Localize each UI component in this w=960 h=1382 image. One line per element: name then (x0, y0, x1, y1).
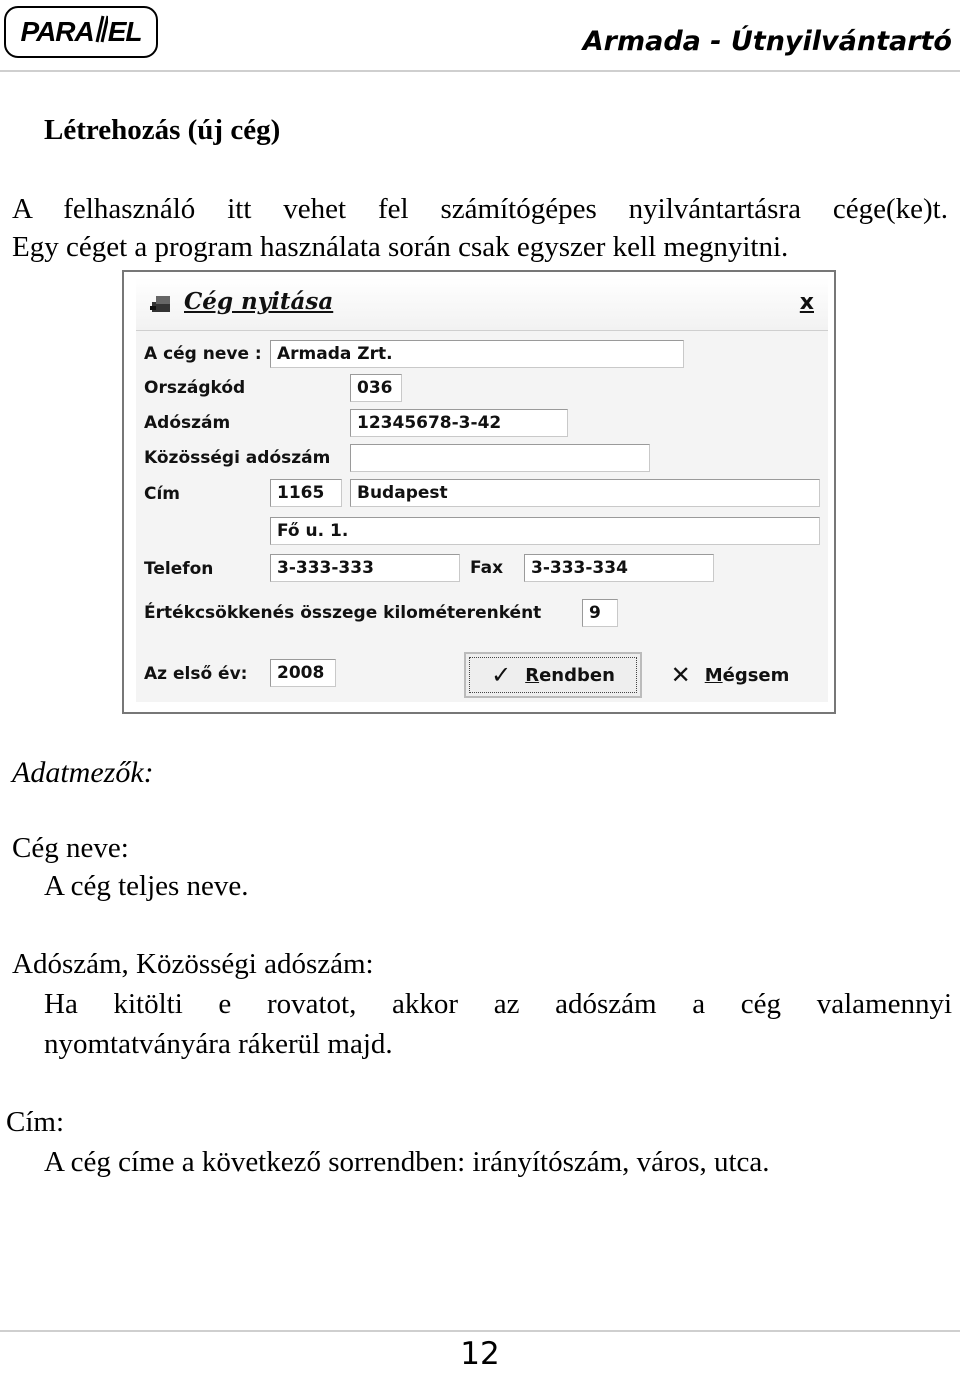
intro-line-1: A felhasználó itt vehet fel számítógépes nyilvántartásra cége(ke)t. (12, 193, 948, 225)
label-country-code: Országkód (144, 378, 246, 398)
close-icon: ✕ (670, 661, 691, 689)
ok-button[interactable] (464, 652, 642, 698)
header-divider (0, 70, 960, 72)
depreciation-field[interactable]: 9 (582, 599, 618, 627)
label-fax: Fax (470, 558, 504, 578)
section-title: Létrehozás (új cég) (44, 114, 281, 146)
dialog-title-bar (136, 278, 828, 331)
intro-line-2: Egy céget a program használata során csak egyszer kell megnyitni. (12, 231, 789, 263)
data-fields-heading: Adatmezők: (12, 756, 154, 789)
logo-text-left: PARA (20, 16, 94, 47)
field-desc-tax-number-line-2: nyomtatványára rákerül majd. (44, 1028, 393, 1060)
label-phone: Telefon (144, 559, 214, 579)
logo-slash-mark (94, 14, 108, 51)
city-field[interactable]: Budapest (350, 479, 820, 507)
logo-text-right: EL (107, 16, 142, 47)
label-first-year: Az első év: (144, 664, 248, 684)
app-icon (150, 294, 174, 314)
document-header-title: Armada - Útnyilvántartó (582, 26, 952, 57)
label-eu-tax-number: Közösségi adószám (144, 448, 331, 468)
field-label-company-name: Cég neve: (12, 832, 129, 864)
cancel-button-label: Mégsem (704, 664, 790, 686)
cancel-button[interactable] (662, 652, 798, 698)
field-label-tax-number: Adószám, Közösségi adószám: (12, 948, 374, 980)
intro-paragraph (12, 190, 948, 266)
phone-field[interactable]: 3-333-333 (270, 554, 460, 582)
tax-number-field[interactable]: 12345678-3-42 (350, 409, 568, 437)
field-desc-company-name: A cég teljes neve. (44, 870, 249, 902)
country-code-field[interactable]: 036 (350, 374, 402, 402)
fax-field[interactable]: 3-333-334 (524, 554, 714, 582)
page-number: 12 (460, 1336, 500, 1372)
parallel-logo (4, 6, 158, 58)
ok-button-label: Rendben (525, 664, 615, 686)
first-year-field[interactable]: 2008 (270, 659, 336, 687)
company-name-field[interactable]: Armada Zrt. (270, 340, 684, 368)
field-label-address: Cím: (6, 1106, 65, 1138)
footer-divider (0, 1330, 960, 1332)
field-desc-address: A cég címe a következő sorrendben: irányítószám, város, utca. (44, 1146, 770, 1178)
check-icon: ✓ (491, 661, 512, 689)
company-open-dialog (136, 278, 828, 702)
close-icon[interactable]: x (799, 290, 814, 315)
street-field[interactable]: Fő u. 1. (270, 517, 820, 545)
eu-tax-number-field[interactable] (350, 444, 650, 472)
dialog-title: Cég nyitása (184, 288, 334, 315)
label-company-name: A cég neve : (144, 344, 262, 364)
label-tax-number: Adószám (144, 413, 231, 433)
field-desc-tax-number-line-1: Ha kitölti e rovatot, akkor az adószám a cég valamennyi (44, 988, 952, 1020)
label-address: Cím (144, 484, 181, 504)
zip-field[interactable]: 1165 (270, 479, 342, 507)
label-depreciation: Értékcsökkenés összege kilométerenként (144, 603, 542, 623)
dialog-screenshot-frame (122, 270, 836, 714)
